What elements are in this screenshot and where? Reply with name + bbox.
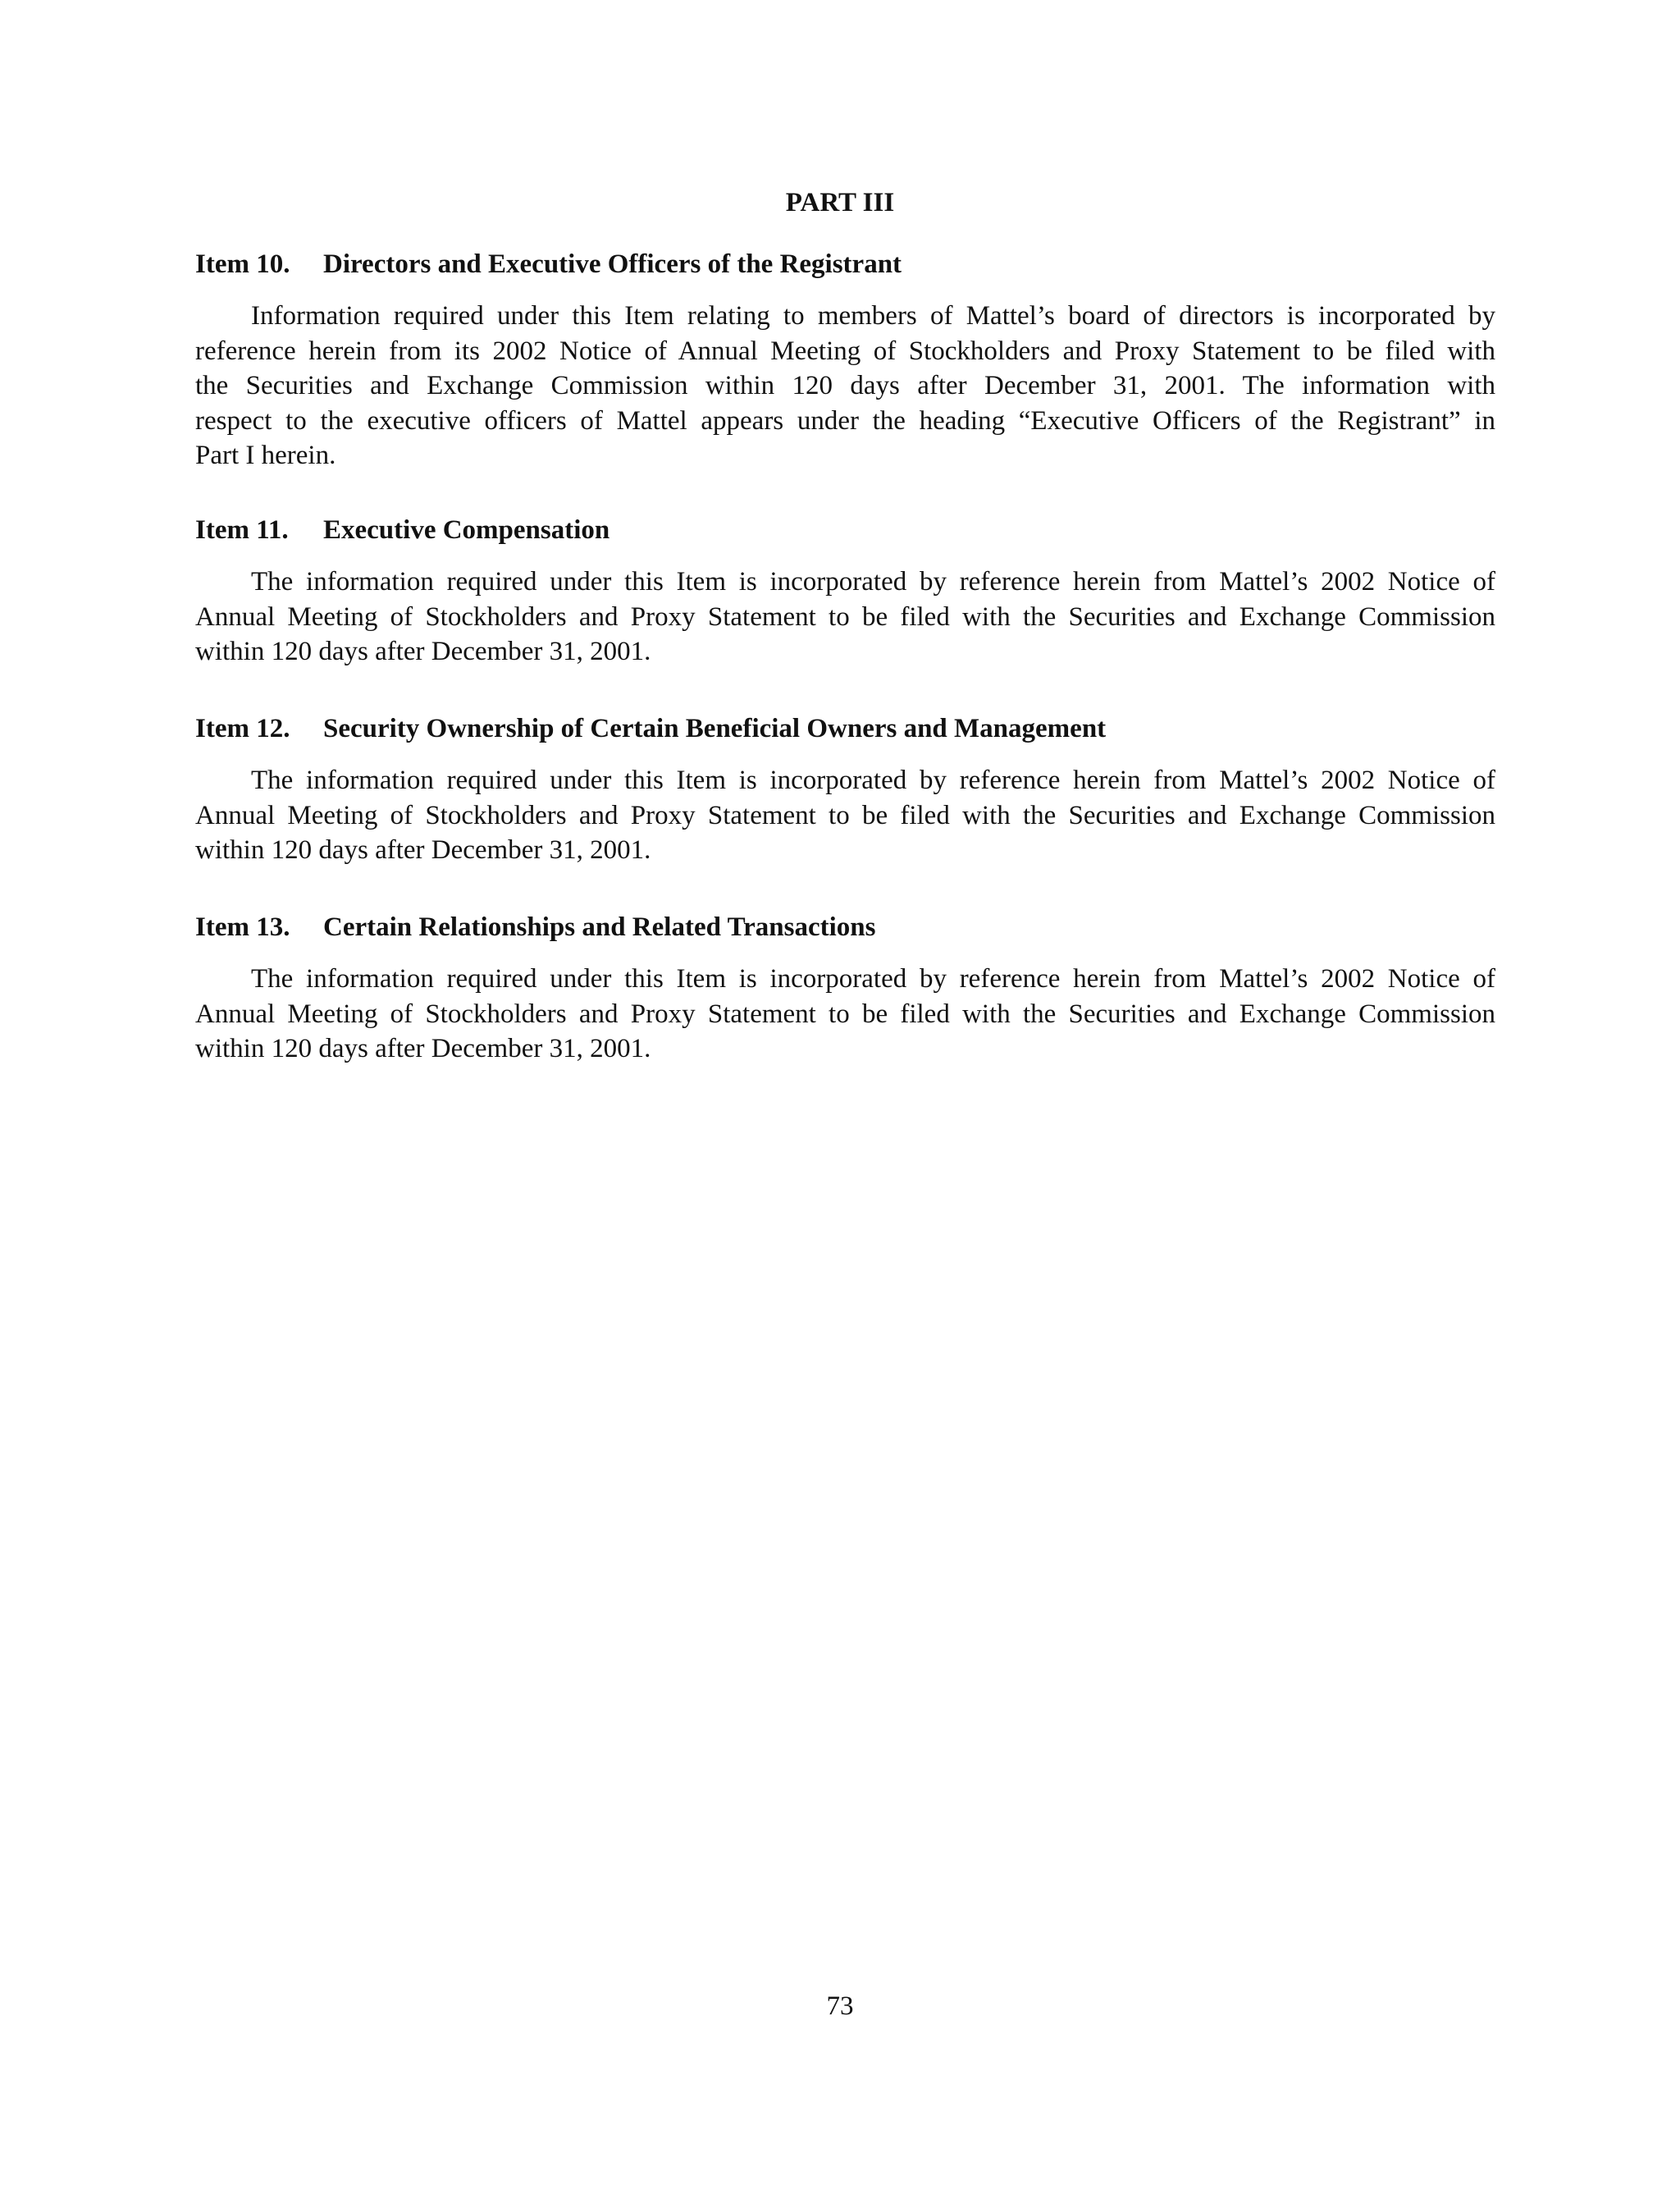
item-number: Item 13.	[195, 912, 290, 942]
body-line: The information required under this Item is incorporated by reference herein from Mattel’s 2002 Notice of	[251, 766, 1495, 795]
body-line: Annual Meeting of Stockholders and Proxy Statement to be filed with the Securities and Exchange Commission	[195, 999, 1495, 1029]
item-10-heading	[195, 247, 1491, 281]
item-12-heading	[195, 711, 1491, 746]
body-line: The information required under this Item is incorporated by reference herein from Mattel’s 2002 Notice of	[251, 567, 1495, 597]
body-line: the Securities and Exchange Commission within 120 days after December 31, 2001. The information with	[195, 371, 1495, 400]
item-number: Item 10.	[195, 249, 290, 279]
item-number: Item 11.	[195, 515, 289, 545]
item-11-body	[195, 565, 1495, 670]
body-line: reference herein from its 2002 Notice of Annual Meeting of Stockholders and Proxy Statement to be filed with	[195, 336, 1495, 366]
item-12-body	[195, 763, 1495, 868]
item-11-heading	[195, 513, 1491, 547]
body-line: within 120 days after December 31, 2001.	[195, 1034, 651, 1063]
body-line: respect to the executive officers of Mattel appears under the heading “Executive Officers of the Registrant” in	[195, 405, 1495, 436]
item-title: Security Ownership of Certain Beneficial Owners and Management	[323, 714, 1107, 743]
body-line: Part I herein.	[195, 441, 336, 470]
item-number: Item 12.	[195, 714, 290, 743]
item-13-body	[195, 962, 1495, 1067]
item-13-heading	[195, 910, 1491, 944]
page-number: 73	[826, 1991, 854, 2021]
body-line: within 120 days after December 31, 2001.	[195, 835, 651, 865]
body-line: The information required under this Item is incorporated by reference herein from Mattel’s 2002 Notice of	[251, 964, 1495, 994]
item-title: Executive Compensation	[323, 515, 610, 545]
item-title: Directors and Executive Officers of the Registrant	[323, 249, 902, 279]
body-line: Annual Meeting of Stockholders and Proxy Statement to be filed with the Securities and Exchange Commission	[195, 800, 1495, 830]
body-line: Annual Meeting of Stockholders and Proxy Statement to be filed with the Securities and Exchange Commission	[195, 601, 1495, 632]
part-title: PART III	[785, 188, 895, 217]
item-title: Certain Relationships and Related Transactions	[323, 912, 876, 942]
body-line: Information required under this Item relating to members of Mattel’s board of directors is incorporated by	[251, 301, 1495, 331]
item-10-body	[195, 299, 1495, 473]
body-line: within 120 days after December 31, 2001.	[195, 637, 651, 666]
